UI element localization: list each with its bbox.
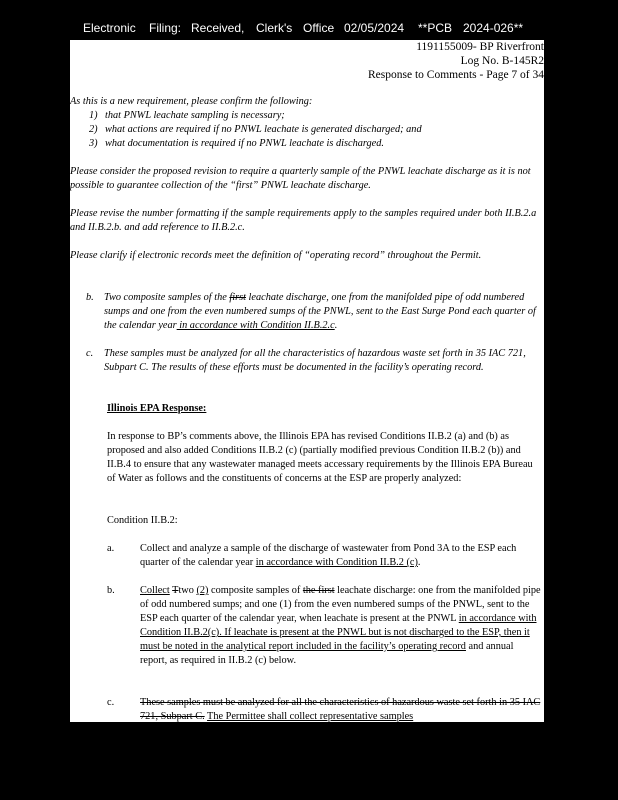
response-paragraph: In response to BP’s comments above, the Illinois EPA has revised Conditions II.B.2 (a) and (b) as proposed and also added Conditions II.B.2 (c) (partially modified previous Condition II.B.2 (b)) and II.B.4 to ensure that any wastewater managed meets accessary requirements by the Illinois EPA Bureau of Water as follows and the constituents of concerns at the ESP are properly analyzed:: [107, 431, 533, 484]
struck-text: the first: [302, 585, 335, 596]
comment-intro: As this is a new requirement, please confirm the following:: [70, 96, 313, 107]
inserted-text: The Permittee shall collect representative samples: [207, 711, 414, 722]
struck-text: T: [172, 585, 179, 596]
comment-item-c: These samples must be analyzed for all the characteristics of hazardous waste set forth in 35 IAC 721, Subpart C. The results of these efforts must be documented in the facility’s operating record.: [104, 348, 526, 373]
filing-filing: Filing:: [149, 21, 182, 35]
comment-item-b: [104, 291, 544, 333]
filing-stamp-bar: [0, 0, 618, 40]
inserted-text: (2): [196, 585, 209, 596]
filing-office: Office: [303, 21, 335, 35]
text-run: .: [334, 320, 338, 331]
filing-pcb: **PCB: [418, 21, 453, 35]
filing-date: 02/05/2024: [344, 21, 405, 35]
text-run: composite samples of: [208, 585, 303, 596]
list-number: 3): [89, 138, 98, 149]
inserted-text: in accordance with Condition II.B.2.c: [176, 320, 335, 331]
document-page: [70, 40, 544, 722]
inserted-text: in accordance with Condition II.B.2(c). If leachate is present at the PNWL but is not discharged to the ESP, then it must be noted in the analytical report included in the facility’s operating record: [140, 613, 537, 652]
header-permit-id: 1191155009- BP Riverfront: [416, 41, 544, 53]
header-log-no: Log No. B-145R2: [460, 55, 544, 67]
list-number: 2): [89, 124, 98, 135]
condition-c-label: c.: [107, 697, 115, 708]
text-run: .: [417, 557, 421, 568]
filing-electronic: Electronic: [83, 21, 136, 35]
text-run: two: [178, 585, 197, 596]
struck-text: These samples must be analyzed for all the characteristics of hazardous waste set forth in 35 IAC 721, Subpart C.: [140, 697, 541, 722]
condition-b-label: b.: [107, 585, 115, 596]
list-text: that PNWL leachate sampling is necessary;: [105, 110, 285, 121]
inserted-text: Collect: [140, 585, 170, 596]
inserted-text: in accordance with Condition II.B.2 (c): [255, 557, 418, 568]
comment-paragraph-numbering: Please revise the number formatting if the sample requirements apply to the samples required under both II.B.2.a and II.B.2.b. and add reference to II.B.2.c.: [70, 208, 537, 233]
text-run: leachate discharge, one from the manifolded pipe of odd numbered sumps and one from the even numbered sumps of the PNWL, sent to the East Surge Pond each quarter of the calendar year: [104, 292, 536, 331]
condition-a-text: [140, 542, 542, 570]
comment-paragraph-quarterly: Please consider the proposed revision to require a quarterly sample of the PNWL leachate discharge as it is not possible to guarantee collection of the “first” PNWL leachate discharge.: [70, 166, 531, 191]
condition-b-text: [140, 584, 542, 668]
list-text: what actions are required if no PNWL leachate is generated discharged; and: [105, 124, 422, 135]
condition-c-text: [140, 696, 542, 722]
filing-received: Received,: [191, 21, 245, 35]
text-run: Collect and analyze a sample of the discharge of wastewater from Pond 3A to the ESP each quarter of the calendar year: [140, 543, 517, 568]
item-b-label: b.: [86, 292, 94, 303]
comment-paragraph-records: Please clarify if electronic records meet the definition of “operating record” throughout the Permit.: [70, 250, 482, 261]
text-run: leachate discharge: one from the manifolded pipe of odd numbered sumps; and one (1) from the even numbered sumps of the PNWL, sent to the ESP each quarter of the calendar year, when leachate is present at the PNWL: [140, 585, 541, 624]
struck-text: first: [229, 292, 246, 303]
filing-clerks: Clerk's: [256, 21, 293, 35]
condition-heading: Condition II.B.2:: [107, 515, 178, 526]
response-heading: Illinois EPA Response:: [107, 403, 207, 414]
text-run: Two composite samples of the: [104, 292, 230, 303]
filing-number: 2024-026**: [463, 21, 524, 35]
item-c-label: c.: [86, 348, 94, 359]
text-run: and annual report, as required in II.B.2 (c) below.: [140, 641, 514, 666]
list-number: 1): [89, 110, 98, 121]
list-text: what documentation is required if no PNWL leachate is discharged.: [105, 138, 384, 149]
header-page-number: Response to Comments - Page 7 of 34: [368, 69, 544, 81]
condition-a-label: a.: [107, 543, 115, 554]
